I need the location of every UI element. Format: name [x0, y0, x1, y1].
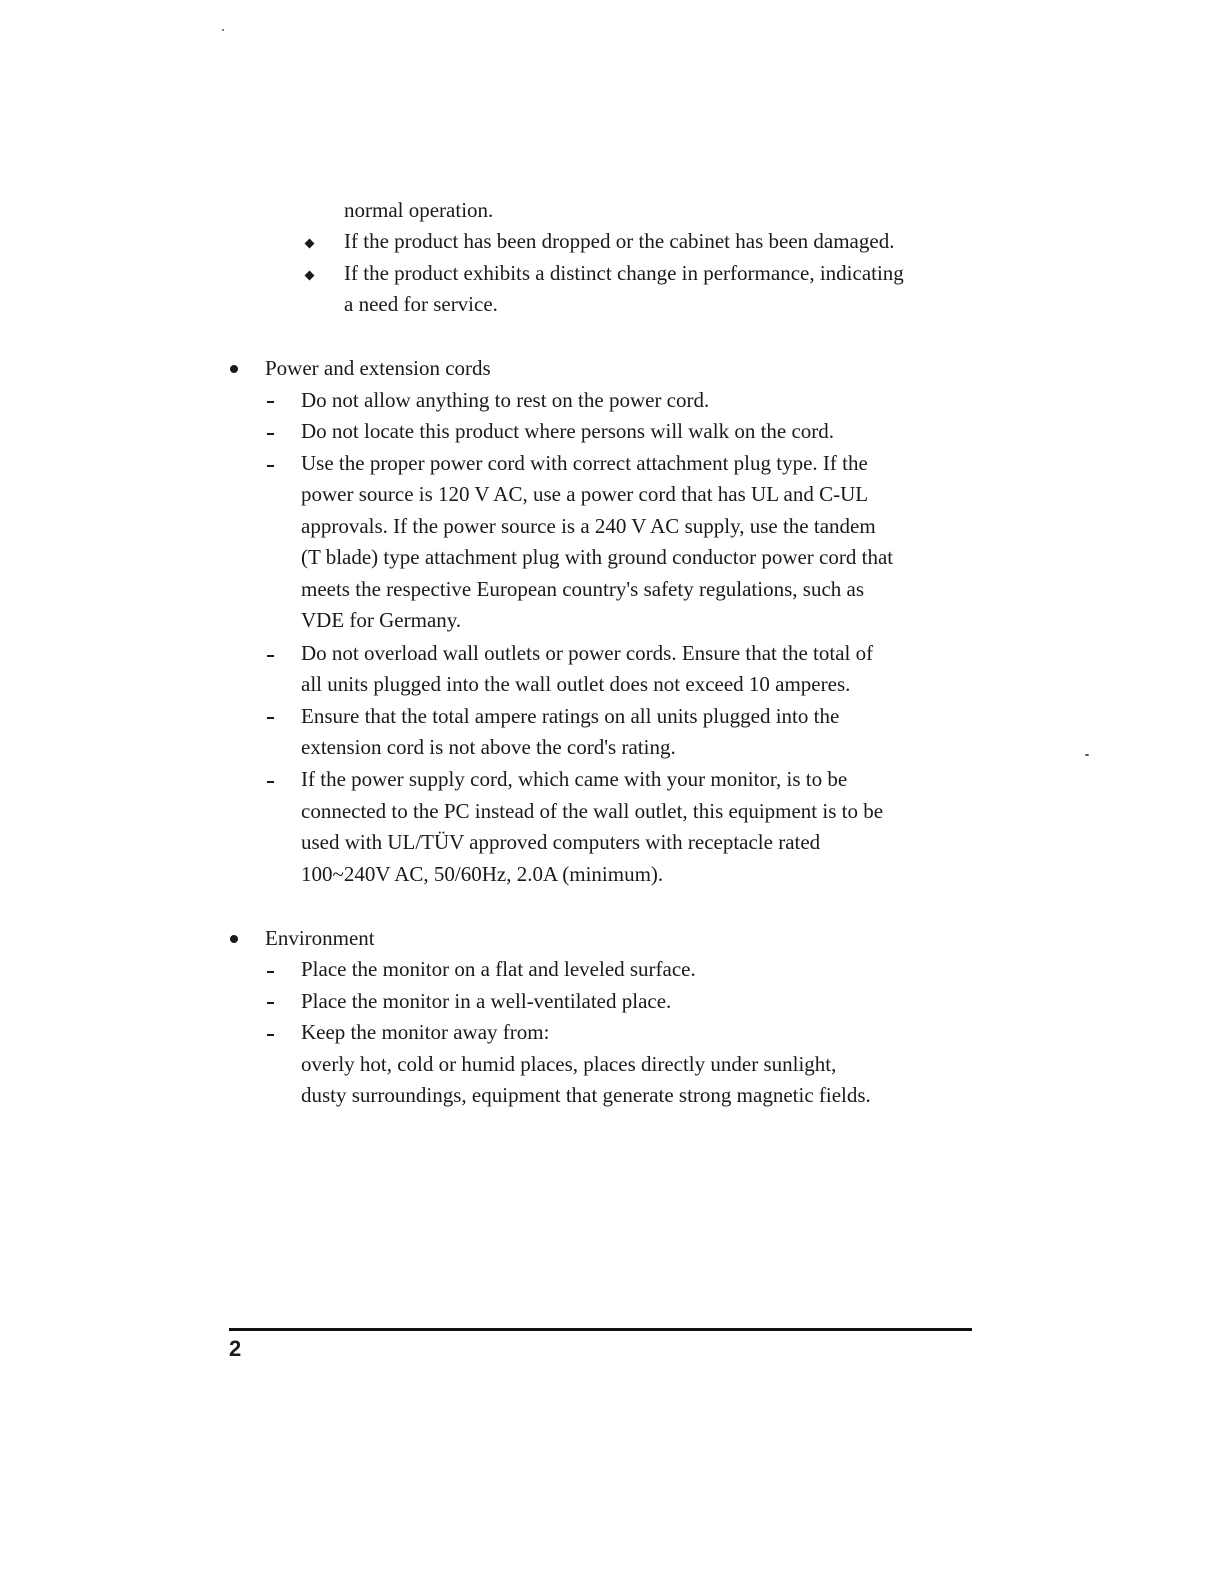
dash-bullet-icon — [267, 971, 274, 973]
dash-bullet-icon — [267, 465, 274, 467]
dash-bullet-icon — [267, 1002, 274, 1004]
list-item-line: If the power supply cord, which came with your monitor, is to be — [301, 767, 848, 791]
scan-speck — [222, 29, 224, 31]
list-item-line: connected to the PC instead of the wall outlet, this equipment is to be — [301, 799, 884, 823]
diamond-bullet-icon — [305, 239, 315, 249]
list-item-line: all units plugged into the wall outlet does not exceed 10 amperes. — [301, 672, 851, 696]
list-item-line: Keep the monitor away from: — [301, 1020, 550, 1044]
page-number: 2 — [229, 1336, 242, 1361]
section-bullet-icon — [230, 365, 238, 373]
section-heading: Power and extension cords — [265, 356, 491, 380]
list-item-line: Place the monitor in a well-ventilated place. — [301, 989, 672, 1013]
scan-speck — [1085, 754, 1089, 756]
list-item-line: approvals. If the power source is a 240 V AC supply, use the tandem — [301, 514, 876, 538]
list-item-line: meets the respective European country's safety regulations, such as — [301, 577, 865, 601]
section-bullet-icon — [230, 935, 238, 943]
list-item-line: VDE for Germany. — [301, 608, 462, 632]
list-item-line: extension cord is not above the cord's rating. — [301, 735, 676, 759]
list-item-line: overly hot, cold or humid places, places directly under sunlight, — [301, 1052, 837, 1076]
list-item-line: Place the monitor on a flat and leveled surface. — [301, 957, 696, 981]
section-heading: Environment — [265, 926, 375, 950]
continuation-text: normal operation. — [344, 198, 494, 222]
sub-list-item-line: If the product has been dropped or the cabinet has been damaged. — [344, 229, 895, 253]
dash-bullet-icon — [267, 717, 274, 719]
list-item-line: Ensure that the total ampere ratings on all units plugged into the — [301, 704, 840, 728]
list-item-line: power source is 120 V AC, use a power cord that has UL and C-UL — [301, 482, 869, 506]
dash-bullet-icon — [267, 401, 274, 403]
dash-bullet-icon — [267, 433, 274, 435]
footer-rule — [229, 1328, 972, 1331]
list-item-line: dusty surroundings, equipment that generate strong magnetic fields. — [301, 1083, 871, 1107]
list-item-line: Do not overload wall outlets or power cords. Ensure that the total of — [301, 641, 874, 665]
dash-bullet-icon — [267, 781, 274, 783]
list-item-line: (T blade) type attachment plug with ground conductor power cord that — [301, 545, 894, 569]
list-item-line: Do not locate this product where persons will walk on the cord. — [301, 419, 835, 443]
dash-bullet-icon — [267, 655, 274, 657]
sub-list-item-line: a need for service. — [344, 292, 498, 316]
list-item-line: 100~240V AC, 50/60Hz, 2.0A (minimum). — [301, 862, 664, 886]
dash-bullet-icon — [267, 1034, 274, 1036]
sub-list-item-line: If the product exhibits a distinct change in performance, indicating — [344, 261, 904, 285]
list-item-line: Do not allow anything to rest on the power cord. — [301, 388, 710, 412]
list-item-line: used with UL/TÜV approved computers with receptacle rated — [301, 830, 821, 854]
list-item-line: Use the proper power cord with correct attachment plug type. If the — [301, 451, 868, 475]
diamond-bullet-icon — [305, 271, 315, 281]
